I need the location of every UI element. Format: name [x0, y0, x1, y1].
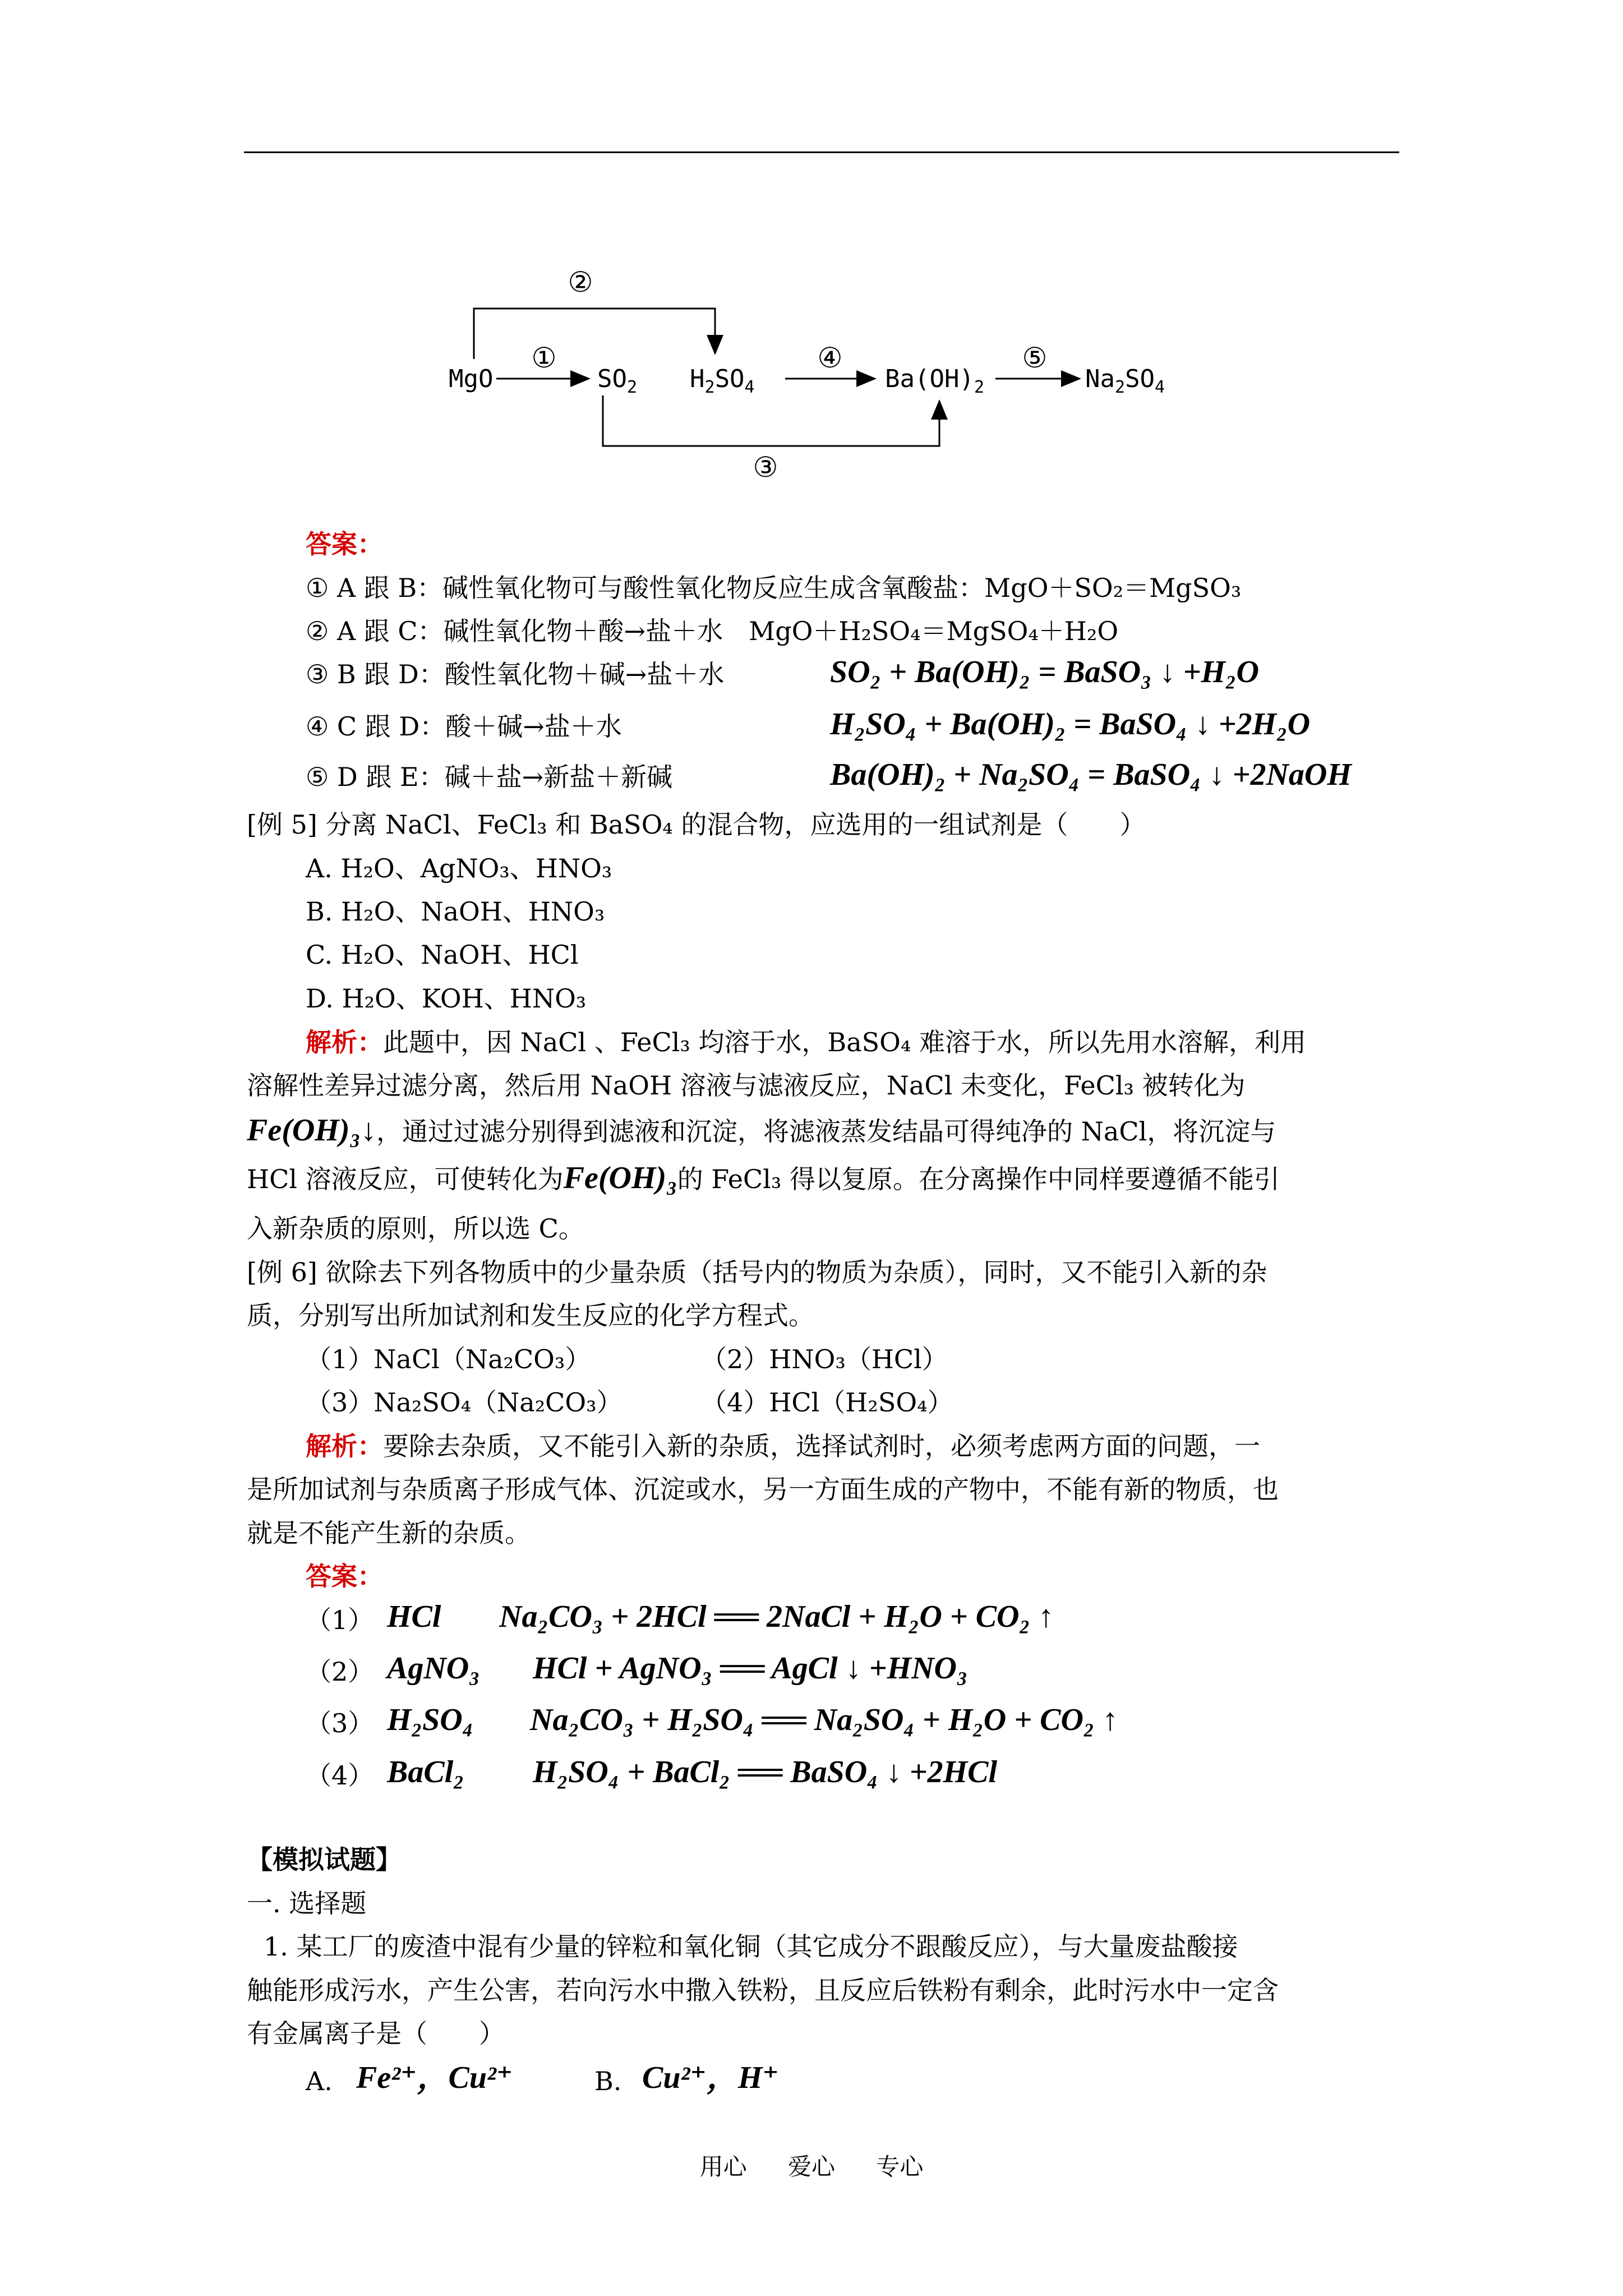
answer-label: 答案：: [306, 529, 383, 559]
marker-5: ⑤: [1022, 342, 1048, 374]
answer-number: （2）: [306, 1657, 374, 1687]
item-pair: C 跟 D：: [336, 711, 446, 742]
analysis-text: 此题中，因 NaCl 、FeCl₃ 均溶于水，BaSO₄ 难溶于水，所以先用水溶解，利用: [383, 1027, 1306, 1057]
node-h2so4: $H_2SO_4$: [690, 365, 755, 397]
example6-analysis-l3: 就是不能产生新的杂质。: [247, 1518, 531, 1548]
example6-answer-1: [306, 1603, 374, 1637]
footer-word-3: 专心: [876, 2153, 924, 2180]
item-number: ②: [306, 616, 329, 646]
answer-item-3: [306, 657, 724, 691]
example6-item-4: （4）HCl（H₂SO₄）: [701, 1387, 953, 1418]
mock-q1-l1: 1. 某工厂的废渣中混有少量的锌粒和氧化铜（其它成分不跟酸反应），与大量废盐酸接: [264, 1931, 1238, 1962]
example5-option-c: C. H₂O、NaOH、HCl: [306, 940, 579, 970]
node-baoh2: $Ba(OH)_2$: [885, 365, 985, 397]
example6-item-1: （1）NaCl（Na₂CO₃）: [306, 1344, 591, 1374]
example6-answer-4: [306, 1759, 374, 1792]
equation-ex6-4: H₂SO₄ + BaCl₂ ══ BaSO₄ ↓ +2HCl: [533, 1755, 998, 1789]
node-na2so4: $Na_2SO_4$: [1085, 365, 1165, 397]
example6-analysis-l2: 是所加试剂与杂质离子形成气体、沉淀或水，另一方面生成的产物中，不能有新的物质，也: [247, 1474, 1279, 1504]
item-number: ④: [306, 711, 329, 742]
footer-word-2: 爱心: [787, 2153, 835, 2180]
analysis-text: 要除去杂质，又不能引入新的杂质，选择试剂时，必须考虑两方面的问题，一: [383, 1431, 1260, 1461]
item-pair: D 跟 E：: [336, 762, 445, 792]
node-so2: $SO_2$: [597, 365, 638, 397]
reagent-3: H₂SO₄: [387, 1703, 474, 1737]
mock-heading: 【模拟试题】: [247, 1844, 402, 1875]
example5-option-a: A. H₂O、AgNO₃、HNO₃: [306, 853, 612, 884]
example5-option-d: D. H₂O、KOH、HNO₃: [306, 983, 587, 1014]
example5-analysis-l1: [306, 1025, 1306, 1059]
equation-3: SO₂ + Ba(OH)₂ = BaSO₃ ↓ +H₂O: [830, 655, 1259, 689]
marker-4: ④: [817, 342, 843, 374]
example6-answer-label: 答案：: [306, 1561, 383, 1591]
reagent-4: BaCl₂: [387, 1755, 464, 1789]
item-number: ①: [306, 573, 329, 603]
example6-item-2: （2）HNO₃（HCl）: [701, 1344, 948, 1374]
node-mgo: MgO: [449, 365, 494, 393]
item-text: 碱性氧化物可与酸性氧化物反应生成含氧酸盐：MgO＋SO₂＝MgSO₃: [442, 573, 1242, 603]
feoh3-eq: Fe(OH)₃: [563, 1161, 677, 1195]
item-pair: A 跟 B：: [336, 573, 443, 603]
item-number: ③: [306, 659, 329, 689]
answer-item-1: [306, 571, 1241, 605]
example6-question-l2: 质，分别写出所加试剂和发生反应的化学方程式。: [247, 1300, 814, 1331]
arrow-3: [603, 395, 939, 446]
answer-item-5: [306, 760, 672, 794]
example5-option-b: B. H₂O、NaOH、HNO₃: [306, 896, 605, 927]
example5-analysis-l4: [247, 1161, 1280, 1196]
reagent-1: HCl: [387, 1599, 441, 1634]
equation-ex6-2: HCl + AgNO₃ ══ AgCl ↓ +HNO₃: [533, 1651, 968, 1686]
item-text: 碱＋盐→新盐＋新碱: [444, 762, 673, 792]
analysis-text: HCl 溶液反应，可使转化为: [247, 1164, 564, 1194]
footer-word-1: 用心: [699, 2153, 747, 2180]
item-number: ⑤: [306, 762, 329, 792]
example5-analysis-l3: [247, 1114, 1276, 1148]
marker-1: ①: [531, 342, 557, 374]
header-rule: [244, 151, 1399, 153]
mock-option-b: Cu²⁺，H⁺: [642, 2060, 779, 2095]
example6-question-l1: [例 6] 欲除去下列各物质中的少量杂质（括号内的物质为杂质），同时，又不能引入新的杂: [247, 1257, 1267, 1287]
feoh3-eq: Fe(OH)₃↓: [247, 1113, 377, 1148]
mock-option-b-label: B.: [594, 2066, 622, 2096]
item-text: 酸性氧化物＋碱→盐＋水: [444, 659, 725, 689]
example6-item-3: （3）Na₂SO₄（Na₂CO₃）: [306, 1387, 623, 1418]
mock-section: 一. 选择题: [247, 1888, 367, 1918]
item-text: 碱性氧化物＋酸→盐＋水 MgO＋H₂SO₄＝MgSO₄＋H₂O: [443, 616, 1119, 646]
mock-q1-l3: 有金属离子是（ ）: [247, 2018, 505, 2049]
example5-analysis-l5: 入新杂质的原则，所以选 C。: [247, 1213, 584, 1244]
answer-number: （4）: [306, 1760, 374, 1791]
item-text: 酸＋碱→盐＋水: [445, 711, 622, 742]
page-footer: [0, 2148, 1623, 2182]
mock-q1-l2: 触能形成污水，产生公害，若向污水中撒入铁粉，且反应后铁粉有剩余，此时污水中一定含: [247, 1975, 1279, 2005]
analysis-text: ，通过过滤分别得到滤液和沉淀，将滤液蒸发结晶可得纯净的 NaCl，将沉淀与: [376, 1116, 1276, 1147]
item-pair: B 跟 D：: [336, 659, 445, 689]
analysis-label: 解析：: [306, 1027, 383, 1057]
answer-item-2: [306, 614, 1118, 648]
analysis-label: 解析：: [306, 1431, 383, 1461]
marker-3: ③: [753, 451, 778, 484]
equation-5: Ba(OH)₂ + Na₂SO₄ = BaSO₄ ↓ +2NaOH: [830, 757, 1352, 792]
example6-answer-3: [306, 1706, 374, 1740]
equation-4: H₂SO₄ + Ba(OH)₂ = BaSO₄ ↓ +2H₂O: [830, 707, 1311, 742]
item-pair: A 跟 C：: [336, 616, 444, 646]
example5-analysis-l2: 溶解性差异过滤分离，然后用 NaOH 溶液与滤液反应，NaCl 未变化，FeCl₃ 被转化为: [247, 1070, 1246, 1101]
answer-number: （3）: [306, 1708, 374, 1738]
mock-option-a-label: A.: [306, 2066, 333, 2096]
equation-ex6-3: Na₂CO₃ + H₂SO₄ ══ Na₂SO₄ + H₂O + CO₂ ↑: [530, 1703, 1118, 1737]
reagent-2: AgNO₃: [387, 1651, 480, 1686]
example5-question: [例 5] 分离 NaCl、FeCl₃ 和 BaSO₄ 的混合物，应选用的一组试剂是（ ）: [247, 809, 1146, 840]
equation-ex6-1: Na₂CO₃ + 2HCl ══ 2NaCl + H₂O + CO₂ ↑: [499, 1599, 1054, 1634]
answer-number: （1）: [306, 1605, 374, 1635]
example6-analysis-l1: [306, 1429, 1260, 1463]
example6-answer-2: [306, 1655, 374, 1688]
marker-2: ②: [568, 266, 593, 298]
arrow-2: [474, 309, 715, 359]
answer-item-4: [306, 710, 622, 743]
analysis-text: 的 FeCl₃ 得以复原。在分离操作中同样要遵循不能引: [677, 1164, 1280, 1194]
mock-option-a: Fe²⁺，Cu²⁺: [356, 2060, 513, 2095]
reaction-diagram: [437, 252, 1195, 488]
